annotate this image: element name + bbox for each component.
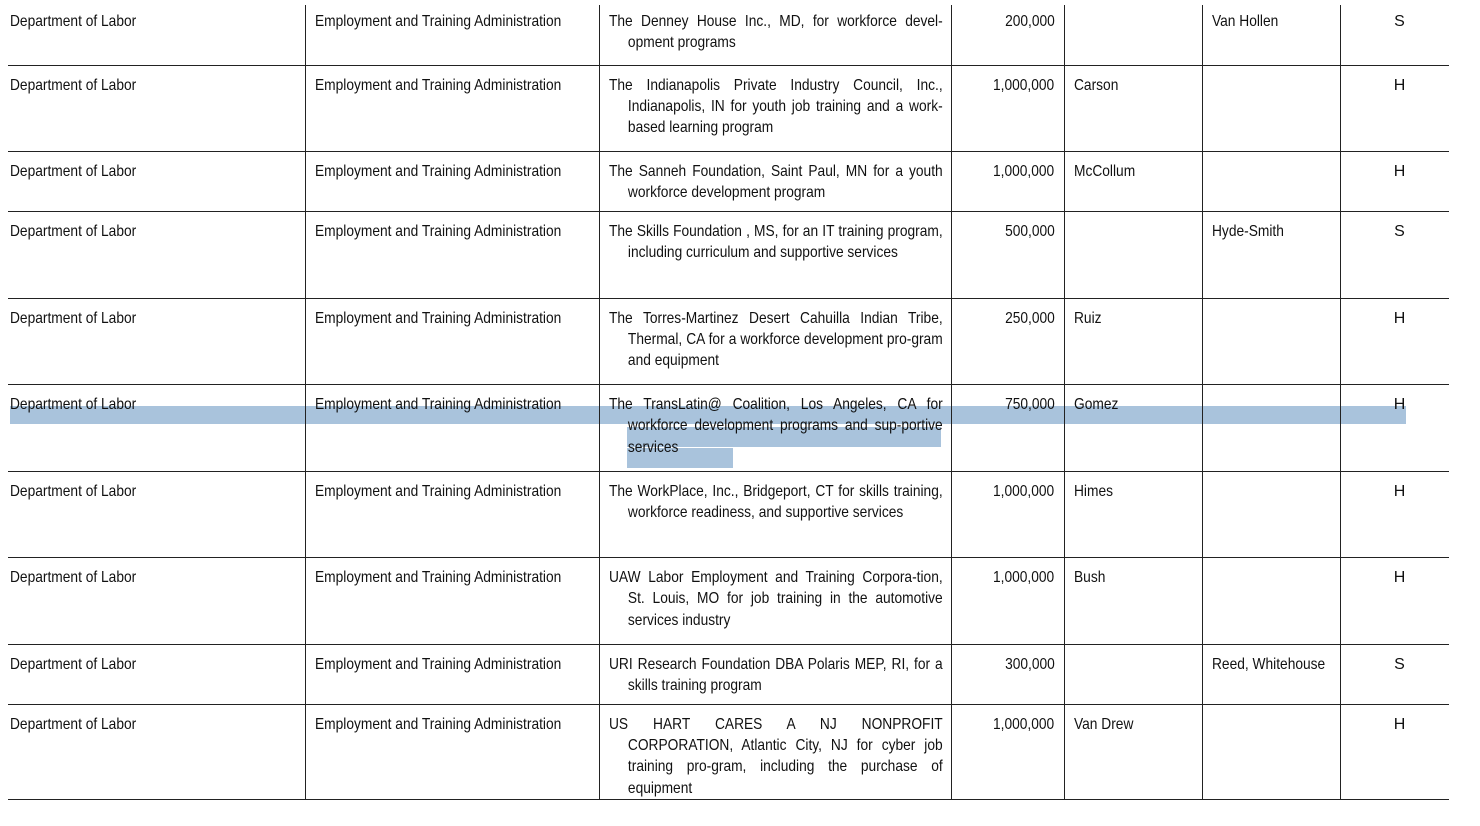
department-cell[interactable]: Department of Labor xyxy=(8,65,305,152)
agency-cell[interactable]: Employment and Training Administration xyxy=(305,558,599,645)
amount-cell[interactable]: 500,000 xyxy=(951,212,1064,299)
department-cell[interactable]: Department of Labor xyxy=(8,558,305,645)
origination-cell[interactable]: H xyxy=(1340,704,1449,800)
agency-cell[interactable]: Employment and Training Administration xyxy=(305,471,599,558)
agency-cell[interactable]: Employment and Training Administration xyxy=(305,65,599,152)
agency-cell[interactable]: Employment and Training Administration xyxy=(305,212,599,299)
project-cell[interactable]: The Torres-Martinez Desert Cahuilla Indian Tribe, Thermal, CA for a workforce development pro-gram and equipment xyxy=(599,298,951,385)
project-cell[interactable]: The Sanneh Foundation, Saint Paul, MN for a youth workforce development program xyxy=(599,152,951,212)
department-cell[interactable]: Department of Labor xyxy=(8,704,305,800)
origination-cell[interactable]: S xyxy=(1340,644,1449,704)
senate-requestor-cell[interactable]: Hyde-Smith xyxy=(1202,212,1340,299)
project-cell[interactable]: The Indianapolis Private Industry Council, Inc., Indianapolis, IN for youth job training and a work-based learning program xyxy=(599,65,951,152)
senate-requestor-cell[interactable] xyxy=(1202,298,1340,385)
table-row[interactable] xyxy=(8,704,1449,800)
department-cell[interactable]: Department of Labor xyxy=(8,385,305,472)
project-cell[interactable]: US HART CARES A NJ NONPROFIT CORPORATION, Atlantic City, NJ for cyber job training pro-gram, including the purchase of equipment xyxy=(599,704,951,800)
origination-cell[interactable]: S xyxy=(1340,212,1449,299)
senate-requestor-cell[interactable] xyxy=(1202,385,1340,472)
table-row[interactable] xyxy=(8,5,1449,65)
senate-requestor-cell[interactable] xyxy=(1202,471,1340,558)
house-requestor-cell[interactable] xyxy=(1064,644,1202,704)
house-requestor-cell[interactable]: Carson xyxy=(1064,65,1202,152)
origination-cell[interactable]: H xyxy=(1340,152,1449,212)
table-row[interactable] xyxy=(8,298,1449,385)
agency-cell[interactable]: Employment and Training Administration xyxy=(305,644,599,704)
department-cell[interactable]: Department of Labor xyxy=(8,152,305,212)
senate-requestor-cell[interactable]: Van Hollen xyxy=(1202,5,1340,65)
house-requestor-cell[interactable]: Bush xyxy=(1064,558,1202,645)
house-requestor-cell[interactable]: McCollum xyxy=(1064,152,1202,212)
department-cell[interactable]: Department of Labor xyxy=(8,212,305,299)
house-requestor-cell[interactable]: Himes xyxy=(1064,471,1202,558)
amount-cell[interactable]: 250,000 xyxy=(951,298,1064,385)
agency-cell[interactable]: Employment and Training Administration xyxy=(305,152,599,212)
agency-cell[interactable]: Employment and Training Administration xyxy=(305,385,599,472)
amount-cell[interactable]: 1,000,000 xyxy=(951,704,1064,800)
senate-requestor-cell[interactable] xyxy=(1202,65,1340,152)
origination-cell[interactable]: H xyxy=(1340,385,1449,472)
origination-cell[interactable]: H xyxy=(1340,65,1449,152)
amount-cell[interactable]: 300,000 xyxy=(951,644,1064,704)
department-cell[interactable]: Department of Labor xyxy=(8,298,305,385)
senate-requestor-cell[interactable] xyxy=(1202,558,1340,645)
table-row-selected[interactable] xyxy=(8,385,1449,472)
project-cell[interactable]: The Skills Foundation , MS, for an IT training program, including curriculum and supportive services xyxy=(599,212,951,299)
amount-cell[interactable]: 1,000,000 xyxy=(951,152,1064,212)
house-requestor-cell[interactable]: Van Drew xyxy=(1064,704,1202,800)
amount-cell[interactable]: 1,000,000 xyxy=(951,558,1064,645)
house-requestor-cell[interactable]: Gomez xyxy=(1064,385,1202,472)
agency-cell[interactable]: Employment and Training Administration xyxy=(305,5,599,65)
table-row[interactable] xyxy=(8,65,1449,152)
department-cell[interactable]: Department of Labor xyxy=(8,644,305,704)
agency-cell[interactable]: Employment and Training Administration xyxy=(305,298,599,385)
earmarks-table xyxy=(8,5,1449,800)
agency-cell[interactable]: Employment and Training Administration xyxy=(305,704,599,800)
table-row[interactable] xyxy=(8,471,1449,558)
origination-cell[interactable]: H xyxy=(1340,558,1449,645)
project-cell[interactable]: The Denney House Inc., MD, for workforce devel-opment programs xyxy=(599,5,951,65)
senate-requestor-cell[interactable] xyxy=(1202,704,1340,800)
project-cell[interactable]: The TransLatin@ Coalition, Los Angeles, CA for workforce development programs and sup-portive services xyxy=(599,385,951,472)
project-cell[interactable]: URI Research Foundation DBA Polaris MEP, RI, for a skills training program xyxy=(599,644,951,704)
house-requestor-cell[interactable] xyxy=(1064,5,1202,65)
project-cell[interactable]: UAW Labor Employment and Training Corpora-tion, St. Louis, MO for job training in the automotive services industry xyxy=(599,558,951,645)
origination-cell[interactable]: H xyxy=(1340,298,1449,385)
project-cell[interactable]: The WorkPlace, Inc., Bridgeport, CT for skills training, workforce readiness, and supportive services xyxy=(599,471,951,558)
senate-requestor-cell[interactable] xyxy=(1202,152,1340,212)
house-requestor-cell[interactable]: Ruiz xyxy=(1064,298,1202,385)
department-cell[interactable]: Department of Labor xyxy=(8,471,305,558)
house-requestor-cell[interactable] xyxy=(1064,212,1202,299)
table-row[interactable] xyxy=(8,558,1449,645)
table-row[interactable] xyxy=(8,212,1449,299)
department-cell[interactable]: Department of Labor xyxy=(8,5,305,65)
amount-cell[interactable]: 1,000,000 xyxy=(951,471,1064,558)
senate-requestor-cell[interactable]: Reed, Whitehouse xyxy=(1202,644,1340,704)
table-row[interactable] xyxy=(8,152,1449,212)
amount-cell[interactable]: 200,000 xyxy=(951,5,1064,65)
table-row[interactable] xyxy=(8,644,1449,704)
amount-cell[interactable]: 750,000 xyxy=(951,385,1064,472)
origination-cell[interactable]: S xyxy=(1340,5,1449,65)
origination-cell[interactable]: H xyxy=(1340,471,1449,558)
amount-cell[interactable]: 1,000,000 xyxy=(951,65,1064,152)
